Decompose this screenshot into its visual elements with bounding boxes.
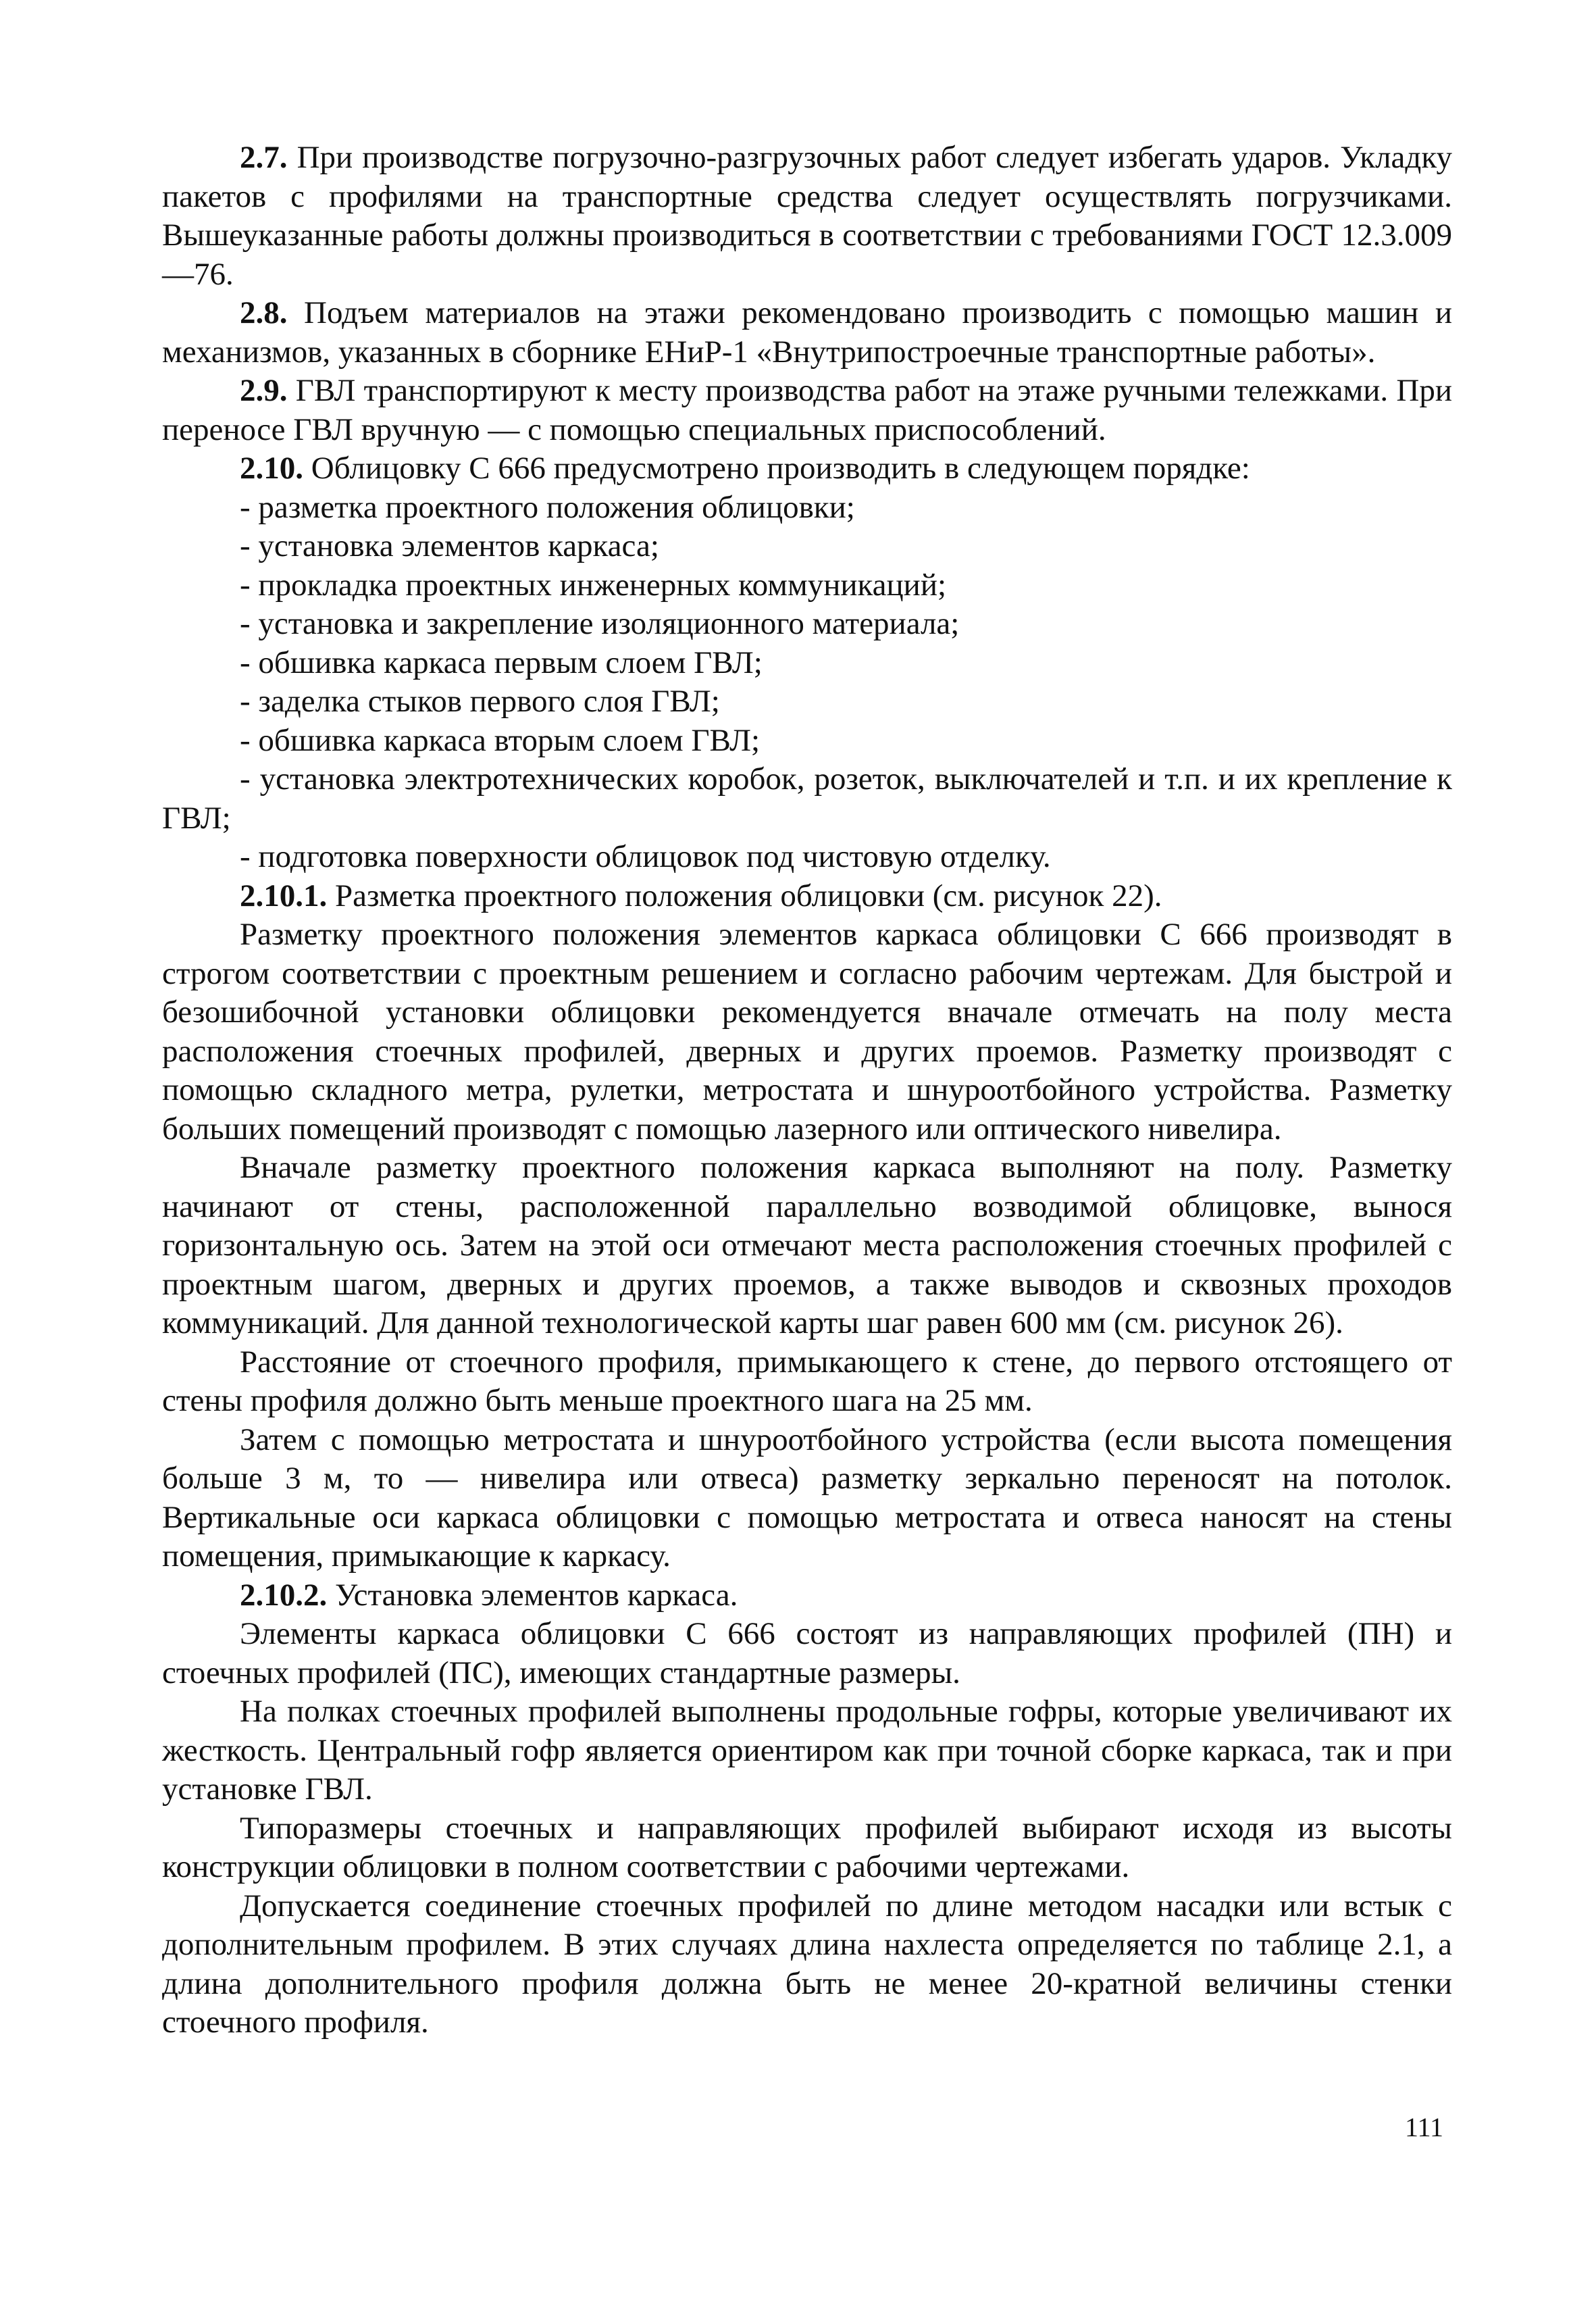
paragraph-2-10 (162, 449, 1452, 488)
list-item: - установка и закрепление изоляционного материала; (240, 606, 960, 641)
section-number: 2.10. (240, 451, 303, 486)
paragraph: Разметку проектного положения элементов каркаса облицовки С 666 производят в строгом соответствии с проектным решением и согласно рабочим чертежам. Для быстрой и безошибочной установки облицовки рекомендуется вначале отмечать на полу места расположения стоечных профилей, дверных и других проемов. Разметку производят с помощью складного метра, рулетки, метростата и шнуроотбойного устройства. Разметку больших помещений производят с помощью лазерного или оптического нивелира. (162, 917, 1452, 1147)
paragraph-2-7 (162, 139, 1452, 294)
section-number: 2.10.2. (240, 1577, 328, 1613)
paragraph: Типоразмеры стоечных и направляющих профилей выбирают исходя из высоты конструкции облицовки в полном соответствии с рабочими чертежами. (162, 1810, 1452, 1884)
paragraph-text: Облицовку С 666 предусмотрено производить в следующем порядке: (311, 451, 1250, 486)
list-item: - прокладка проектных инженерных коммуникаций; (240, 567, 947, 603)
list-item: - обшивка каркаса вторым слоем ГВЛ; (240, 722, 761, 758)
paragraph: Вначале разметку проектного положения каркаса выполняют на полу. Разметку начинают от стены, расположенной параллельно возводимой облицовке, вынося горизонтальную ось. Затем на этой оси отмечают места расположения стоечных профилей с проектным шагом, дверных и других проемов, а также выводов и сквозных проходов коммуникаций. Для данной технологической карты шаг равен 600 мм (см. рисунок 26). (162, 1150, 1452, 1340)
list-item: - заделка стыков первого слоя ГВЛ; (240, 684, 720, 719)
section-number: 2.9. (240, 373, 288, 408)
subsection-title: Разметка проектного положения облицовки (см. рисунок 22). (335, 878, 1162, 913)
paragraph: Расстояние от стоечного профиля, примыкающего к стене, до первого отстоящего от стены профиля должно быть меньше проектного шага на 25 мм. (162, 1344, 1452, 1418)
list-item: - установка электротехнических коробок, розеток, выключателей и т.п. и их крепление к ГВЛ; (162, 761, 1452, 836)
page-number: 111 (1405, 2112, 1444, 2142)
subsection-heading-2-10-1 (162, 877, 1452, 916)
subsection-heading-2-10-2 (162, 1576, 1452, 1615)
list-item: - разметка проектного положения облицовки; (240, 489, 855, 525)
document-page (162, 139, 1452, 2042)
paragraph: На полках стоечных профилей выполнены продольные гофры, которые увеличивают их жесткость. Центральный гофр является ориентиром как при точной сборке каркаса, так и при установке ГВЛ. (162, 1694, 1452, 1807)
paragraph: Элементы каркаса облицовки С 666 состоят из направляющих профилей (ПН) и стоечных профилей (ПС), имеющих стандартные размеры. (162, 1616, 1452, 1690)
paragraph-text: При производстве погрузочно-разгрузочных работ следует избегать ударов. Укладку пакетов с профилями на транспортные средства следует осуществлять погрузчиками. Вышеуказанные работы должны производиться в соответствии с требованиями ГОСТ 12.3.009—76. (162, 140, 1452, 292)
section-number: 2.10.1. (240, 878, 328, 913)
paragraph-text: Подъем материалов на этажи рекомендовано производить с помощью машин и механизмов, указанных в сборнике ЕНиР-1 «Внутрипостроечные транспортные работы». (162, 295, 1452, 370)
paragraph-2-9 (162, 372, 1452, 449)
paragraph: Допускается соединение стоечных профилей по длине методом насадки или встык с дополнительным профилем. В этих случаях длина нахлеста определяется по таблице 2.1, а длина дополнительного профиля должна быть не менее 20-кратной величины стенки стоечного профиля. (162, 1888, 1452, 2040)
list-item: - подготовка поверхности облицовок под чистовую отделку. (240, 839, 1051, 874)
paragraph-text: ГВЛ транспортируют к месту производства работ на этаже ручными тележками. При переносе ГВЛ вручную — с помощью специальных приспособлений. (162, 373, 1452, 447)
paragraph-2-8 (162, 294, 1452, 372)
paragraph: Затем с помощью метростата и шнуроотбойного устройства (если высота помещения больше 3 м, то — нивелира или отвеса) разметку зеркально переносят на потолок. Вертикальные оси каркаса облицовки с помощью метростата и отвеса наносят на стены помещения, примыкающие к каркасу. (162, 1422, 1452, 1574)
section-number: 2.8. (240, 295, 288, 330)
section-number: 2.7. (240, 140, 288, 175)
list-item: - обшивка каркаса первым слоем ГВЛ; (240, 645, 763, 680)
subsection-title: Установка элементов каркаса. (335, 1577, 738, 1613)
list-item: - установка элементов каркаса; (240, 528, 659, 563)
